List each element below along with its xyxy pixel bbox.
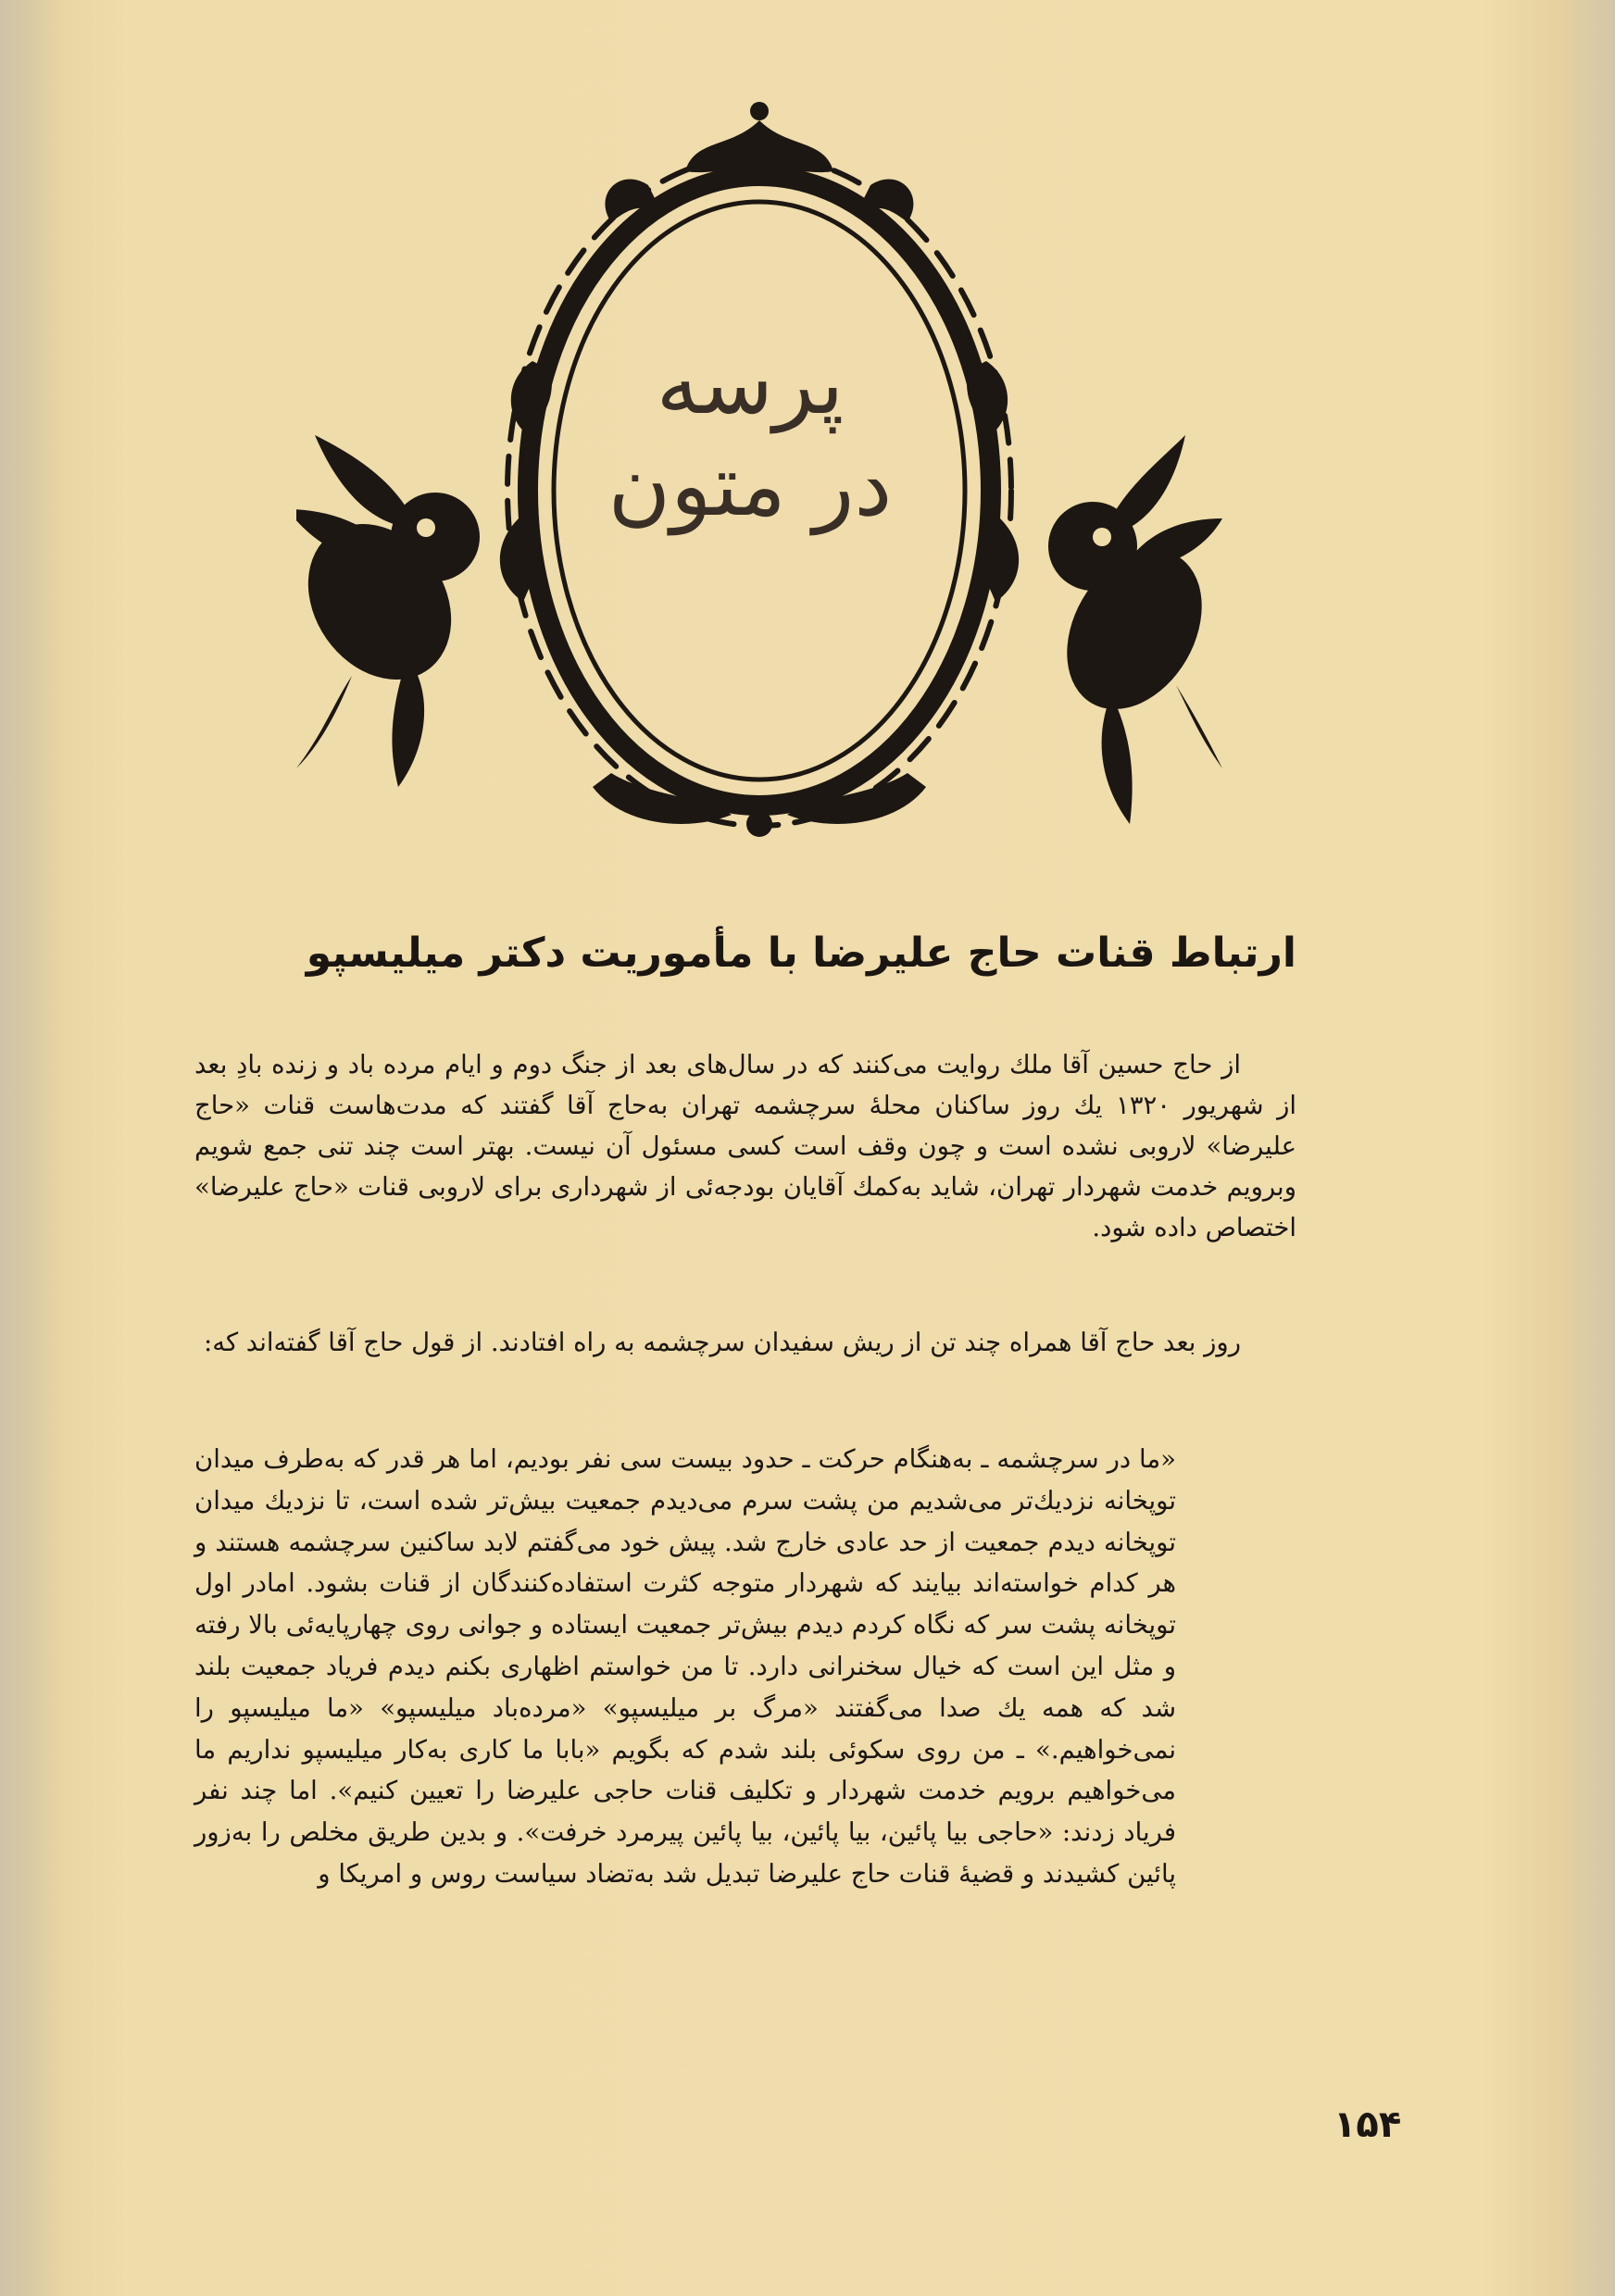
section-title-line-1: پرسه <box>656 334 845 433</box>
paragraph-2: روز بعد حاج آقا همراه چند تن از ریش سفیدان سرچشمه به راه افتادند. از قول حاج آقا گفته‌اند که: <box>203 1328 1241 1357</box>
page-number: ۱۵۴ <box>1333 2103 1402 2146</box>
section-title-line-2: در متون <box>607 436 893 535</box>
paragraph-1: از حاج حسین آقا ملك روایت می‌کنند که در سال‌های بعد از جنگ دوم و ایام مرده باد و زنده بادِ بعد از شهریور ۱۳۲۰ یك روز ساکنان محلهٔ سرچشمه تهران به‌حاج آقا گفتند که مدت‌هاست قنات «حاج علیرضا» لاروبی نشده است و چون وقف است کسی مسئول آن نیست. بهتر است چند تنی جمع شویم وبرویم خدمت شهردار تهران، شاید به‌کمك آقایان بودجه‌ئی از شهرداری برای لاروبی قنات «حاج علیرضا» اختصاص داده شود. <box>194 1050 1296 1242</box>
section-title <box>519 333 982 537</box>
quoted-passage: «ما در سرچشمه ـ به‌هنگام حرکت ـ حدود بیست سی نفر بودیم، اما هر قدر که به‌طرف میدان توپخانه نزدیك‌تر می‌شدیم من پشت سرم می‌دیدم جمعیت بیش‌تر شده است، تا نزدیك میدان توپخانه دیدم جمعیت از حد عادی خارج شد. پیش خود می‌گفتم لابد ساکنین سرچشمه هستند و هر کدام خواسته‌اند بیایند که شهردار متوجه کثرت استفاده‌کنندگان از قنات بشود. امادر اول توپخانه پشت سر که نگاه کردم دیدم بیش‌تر جمعیت ایستاده و جوانی روی چهارپایه‌ئی بالا رفته و مثل این است که خیال سخنرانی دارد. تا من خواستم اظهاری بکنم دیدم فریاد جمعیت بلند شد که همه یك صدا می‌گفتند «مرگ بر میلیسپو» «مرده‌باد میلیسپو» «ما میلیسپو را نمی‌خواهیم.» ـ من روی سکوئی بلند شدم که بگویم «بابا ما کاری به‌کار میلیسپو نداریم ما می‌خواهیم برویم خدمت شهردار و تکلیف قنات حاجی علیرضا را تعیین کنیم». اما چند نفر فریاد زدند: «حاجی بیا پائین، بیا پائین، بیا پائین پیرمرد خرفت». و بدین طریق مخلص را به‌زور پائین کشیدند و قضیهٔ قنات حاج علیرضا تبدیل شد به‌تضاد سیاست روس و امریکا و <box>194 1444 1176 1889</box>
article-heading: ارتباط قنات حاج علیرضا با مأموریت دکتر میلیسپو <box>306 930 1296 977</box>
